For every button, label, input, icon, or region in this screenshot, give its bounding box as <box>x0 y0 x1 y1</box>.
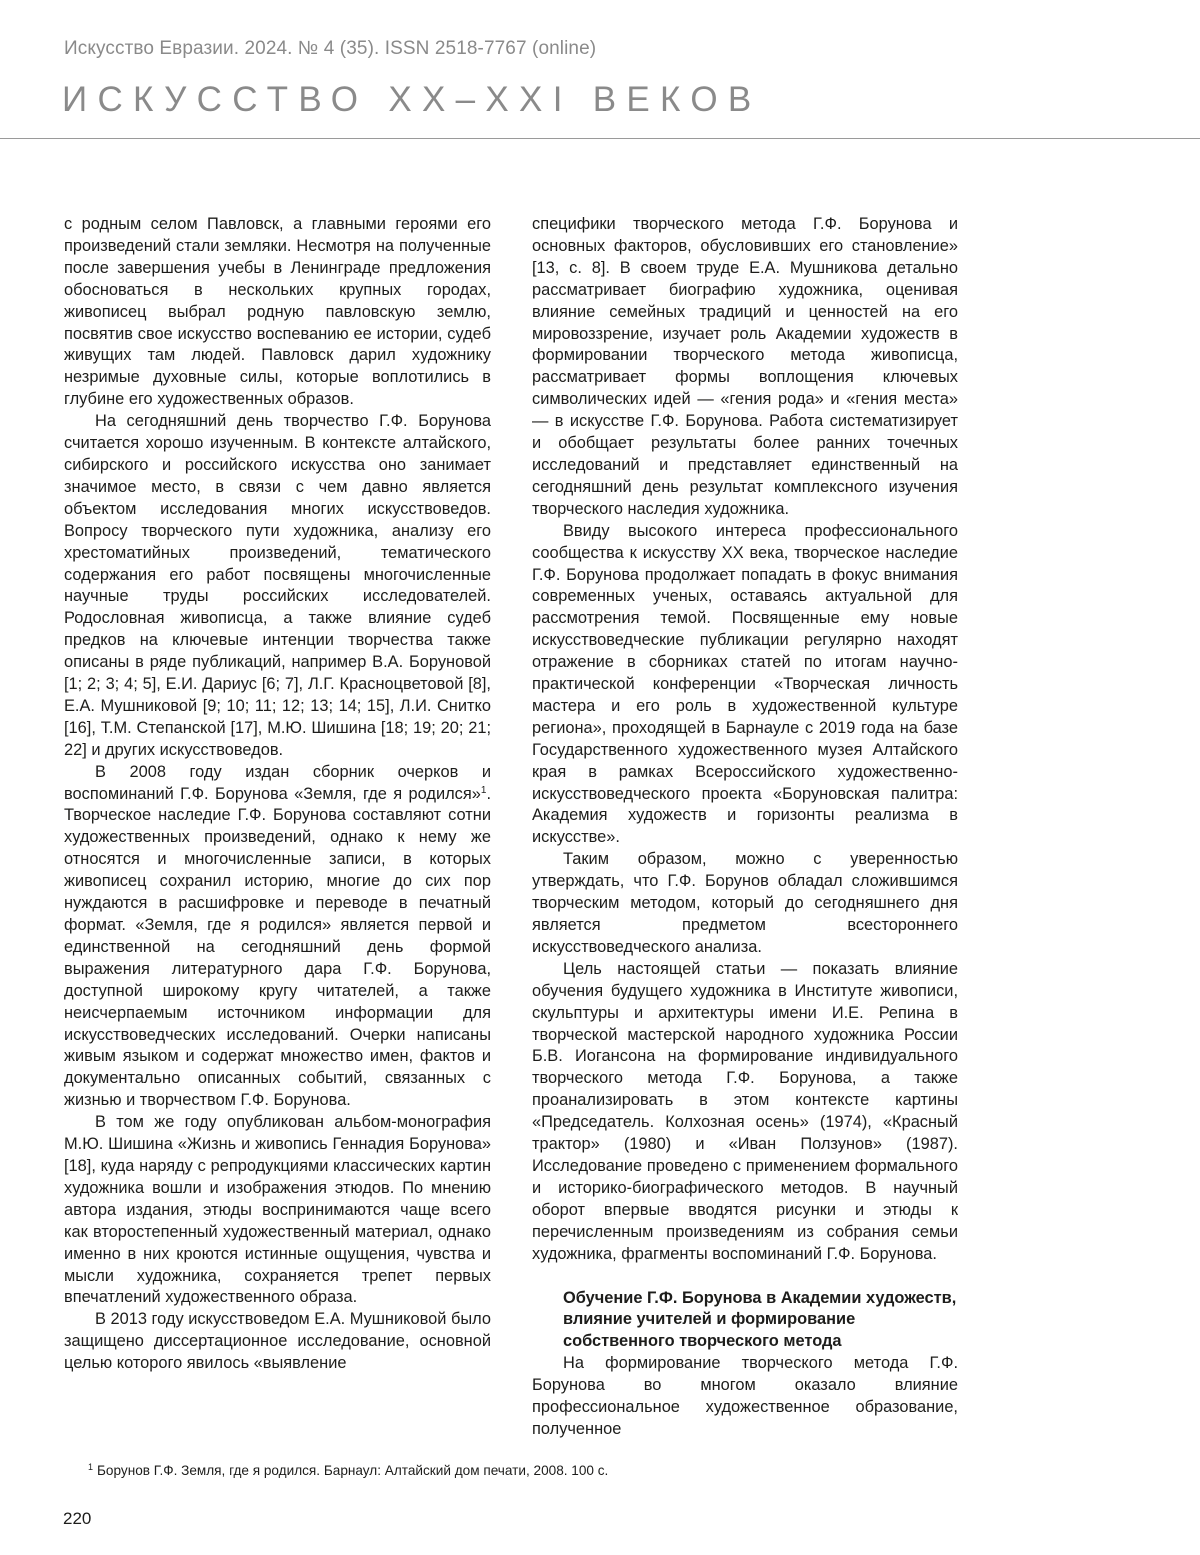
paragraph <box>64 762 491 1113</box>
footnote <box>88 1463 608 1478</box>
footnote-marker: 1 <box>88 1462 94 1472</box>
paragraph-text: В 2008 году издан сборник очерков и воспоминаний Г.Ф. Борунова «Земля, где я родился» <box>64 762 491 803</box>
paragraph: специфики творческого метода Г.Ф. Борунова и основных факторов, обусловивших его становление» [13, с. 8]. В своем труде Е.А. Мушникова детально рассматривает биографию художника, оценивая влияние семейных традиций и ценностей на его мировоззрение, изучает роль Академии художеств в формировании творческого метода живописца, рассматривает формы воплощения ключевых символических идей — «гения рода» и «гения места» — в искусстве Г.Ф. Борунова. Работа систематизирует и обобщает результаты более ранних точечных исследований и представляет единственный на сегодняшний день результат комплексного изучения творческого наследия художника. <box>532 215 958 518</box>
paragraph: с родным селом Павловск, а главными героями его произведений стали земляки. Несмотря на полученные после завершения учебы в Ленинграде предложения обосноваться в нескольких крупных городах, живописец выбрал родную павловскую землю, посвятив свое искусство воспеванию ее истории, судеб живущих там людей. Павловск дарил художнику незримые духовные силы, которые воплотились в глубине его художественных образов. <box>64 215 491 409</box>
section-title: ИСКУССТВО XX–XXI ВЕКОВ <box>62 80 762 119</box>
journal-line: Искусство Евразии. 2024. № 4 (35). ISSN 2518-7767 (online) <box>64 38 597 59</box>
paragraph: Таким образом, можно с уверенностью утверждать, что Г.Ф. Борунов обладал сложившимся творческим методом, который до сегодняшнего дня является предметом всестороннего искусствоведческого анализа. <box>532 850 958 956</box>
page-number: 220 <box>63 1509 92 1528</box>
paragraph: Цель настоящей статьи — показать влияние обучения будущего художника в Институте живописи, скульптуры и архитектуры имени И.Е. Репина в творческой мастерской народного художника России Б.В. Иогансона на формирование индивидуального творческого метода Г.Ф. Борунова, а также проанализировать в этом контексте картины «Председатель. Колхозная осень» (1974), «Красный трактор» (1980) и «Иван Ползунов» (1987). Исследование проведено с применением формального и историко-биографического методов. В научный оборот впервые вводятся рисунки и этюды к перечисленным произведениям из собрания семьи художника, фрагменты воспоминаний Г.Ф. Борунова. <box>532 959 958 1263</box>
paragraph: В 2013 году искусствоведом Е.А. Мушниковой было защищено диссертационное исследование, основной целью которого явилось «выявление <box>64 1310 491 1373</box>
paragraph: На сегодняшний день творчество Г.Ф. Борунова считается хорошо изученным. В контексте алтайского, сибирского и российского искусства оно занимает значимое место, в связи с чем давно является объектом исследования многих искусствоведов. Вопросу творческого пути художника, анализу его хрестоматийных произведений, тематического содержания его работ посвящены многочисленные научные труды российских исследователей. Родословная живописца, а также влияние судеб предков на ключевые интенции творчества также описаны в ряде публикаций, например В.А. Боруновой [1; 2; 3; 4; 5], Е.И. Дариус [6; 7], Л.Г. Красноцветовой [8], Е.А. Мушниковой [9; 10; 11; 12; 13; 14; 15], Л.И. Снитко [16], Т.М. Степанской [17], М.Ю. Шишина [18; 19; 20; 21; 22] и других искусствоведов. <box>64 412 491 759</box>
left-column <box>64 214 491 1375</box>
header-rule <box>0 138 1200 139</box>
section-heading: Обучение Г.Ф. Борунова в Академии художеств, влияние учителей и формирование собственного творческого метода <box>563 1288 957 1351</box>
paragraph: Ввиду высокого интереса профессионального сообщества к искусству XX века, творческое наследие Г.Ф. Борунова продолжает попадать в фокус внимания современных ученых, оставаясь актуальной для рассмотрения темой. Посвященные ему новые искусствоведческие публикации регулярно находят отражение в сборниках статей по итогам научно-практической конференции «Творческая личность мастера и его роль в художественной культуре региона», проходящей в Барнауле с 2019 года на базе Государственного художественного музея Алтайского края в рамках Всероссийского художественно-искусствоведческого проекта «Боруновская палитра: Академия художеств и горизонты реализма в искусстве». <box>532 521 958 847</box>
paragraph: На формирование творческого метода Г.Ф. Борунова во многом оказало влияние профессиональное художественное образование, полученное <box>532 1354 958 1438</box>
right-column <box>532 214 958 1441</box>
paragraph-text: . Творческое наследие Г.Ф. Борунова составляют сотни художественных произведений, однако к нему же относятся и многочисленные записи, в которых живописец сохранил историю, многие до сих пор нуждаются в расшифровке и переводе в печатный формат. «Земля, где я родился» является первой и единственной на сегодняшний день формой выражения литературного дара Г.Ф. Борунова, доступной широкому кругу читателей, а также неисчерпаемым источником информации для искусствоведческих исследований. Очерки написаны живым языком и содержат множество имен, фактов и документально описанных событий, связанных с жизнью и творчеством Г.Ф. Борунова. <box>64 784 491 1110</box>
footnote-text: Борунов Г.Ф. Земля, где я родился. Барнаул: Алтайский дом печати, 2008. 100 с. <box>97 1463 609 1478</box>
paragraph: В том же году опубликован альбом-монография М.Ю. Шишина «Жизнь и живопись Геннадия Борунова» [18], куда наряду с репродукциями классических картин художника вошли и изображения этюдов. По мнению автора издания, этюды воспринимаются чаще всего как второстепенный художественный материал, однако именно в них кроются истинные ощущения, чувства и мысли художника, сохраняется трепет первых впечатлений художественного образа. <box>64 1113 491 1307</box>
footnote-ref[interactable]: 1 <box>480 784 487 796</box>
